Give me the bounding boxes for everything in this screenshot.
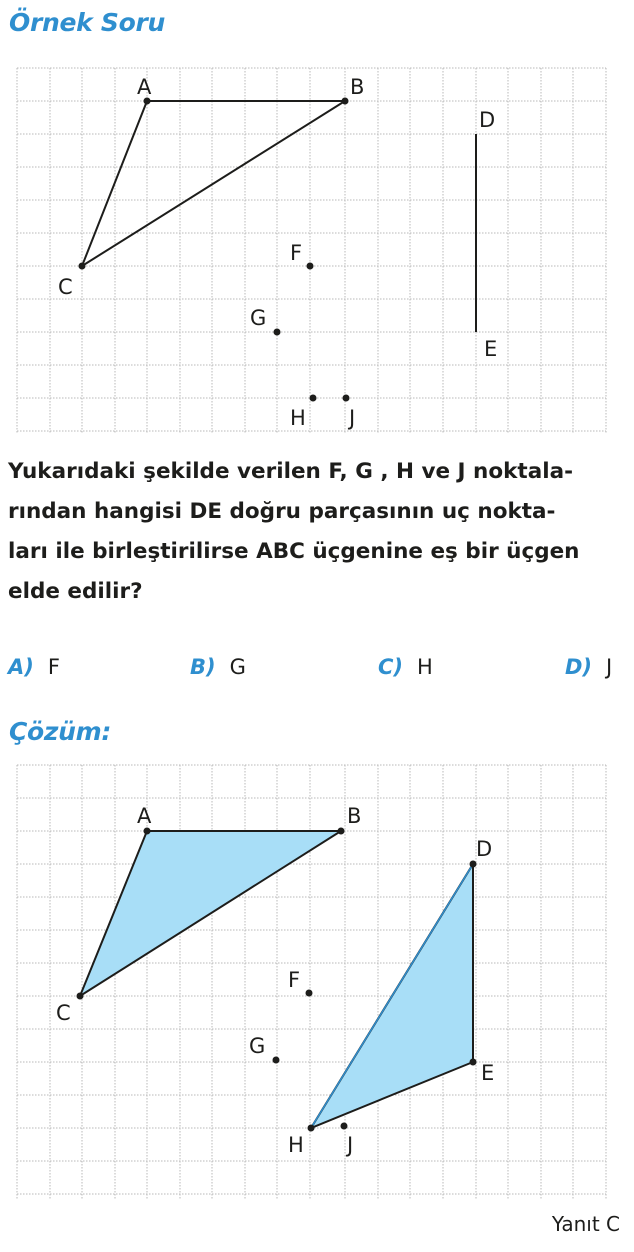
point-g — [273, 1057, 280, 1064]
point-d — [470, 861, 477, 868]
option-value: H — [417, 655, 433, 679]
label-d: D — [476, 837, 493, 861]
label-e: E — [481, 1061, 495, 1085]
triangle-abc — [82, 101, 345, 266]
label-g: G — [250, 306, 267, 330]
triangle-abc-filled — [80, 831, 341, 996]
point-f — [306, 990, 313, 997]
point-h — [310, 395, 317, 402]
label-j: J — [347, 1133, 354, 1157]
label-c: C — [56, 1001, 71, 1025]
option-d[interactable] — [565, 655, 612, 679]
point-c — [79, 263, 86, 270]
label-h: H — [290, 406, 306, 430]
example-figure — [0, 0, 634, 440]
point-b — [342, 98, 349, 105]
option-letter: A) — [8, 655, 34, 679]
solution-figure — [0, 760, 634, 1220]
label-j: J — [349, 406, 356, 430]
point-g — [274, 329, 281, 336]
question-text — [8, 452, 622, 612]
question-line: Yukarıdaki şekilde verilen F, G , H ve J noktala- — [8, 459, 574, 484]
label-h: H — [288, 1133, 304, 1157]
option-letter: B) — [190, 655, 216, 679]
label-f: F — [290, 241, 303, 265]
label-a: A — [137, 804, 152, 828]
label-c: C — [58, 275, 73, 299]
option-c[interactable] — [378, 655, 433, 679]
point-c — [77, 993, 84, 1000]
label-e: E — [484, 337, 498, 361]
label-b: B — [347, 804, 362, 828]
solution-heading: Çözüm: — [9, 717, 112, 746]
question-line: ları ile birleştirilirse ABC üçgenine eş bir üçgen — [8, 539, 580, 564]
label-d: D — [479, 108, 496, 132]
label-f: F — [288, 968, 301, 992]
option-a[interactable] — [8, 655, 60, 679]
point-b — [338, 828, 345, 835]
question-line: elde edilir? — [8, 579, 143, 604]
label-b: B — [350, 75, 365, 99]
example-heading: Örnek Soru — [9, 8, 165, 37]
answer-text: Yanıt C — [551, 1212, 620, 1236]
point-f — [307, 263, 314, 270]
option-letter: D) — [565, 655, 593, 679]
point-j — [343, 395, 350, 402]
label-g: G — [249, 1034, 266, 1058]
question-line: rından hangisi DE doğru parçasının uç nokta- — [8, 499, 556, 524]
option-value: F — [47, 655, 60, 679]
option-letter: C) — [378, 655, 404, 679]
point-a — [144, 828, 151, 835]
option-b[interactable] — [190, 655, 246, 679]
point-h — [308, 1125, 315, 1132]
answer-options — [0, 655, 634, 687]
point-e — [470, 1059, 477, 1066]
option-value: J — [606, 655, 613, 679]
point-j — [341, 1123, 348, 1130]
label-a: A — [137, 75, 152, 99]
option-value: G — [229, 655, 246, 679]
